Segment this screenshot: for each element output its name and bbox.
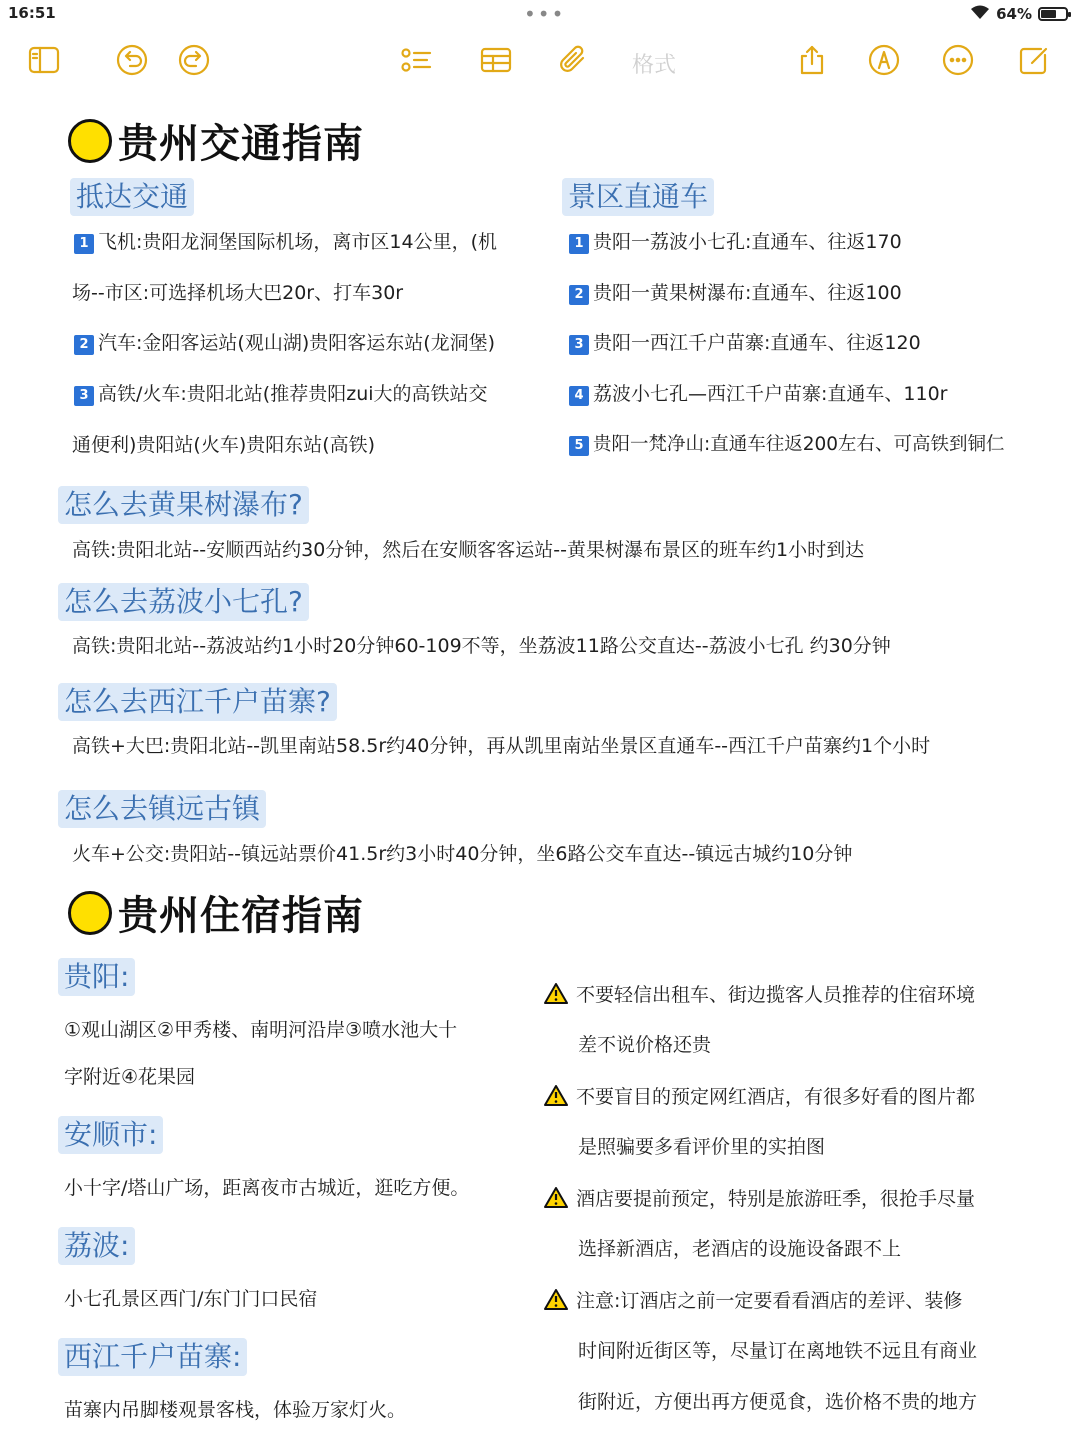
arrival-heading: 抵达交通 [70, 178, 194, 216]
route-answer: 高铁:贵阳北站--安顺西站约30分钟，然后在安顺客客运站--黄果树瀑布景区的班车约1小时到达 [72, 539, 865, 561]
number-badge: 3 [74, 386, 94, 406]
transport-title [68, 112, 364, 169]
route-answer: 火车+公交:贵阳站--镇远站票价41.5r约3小时40分钟，坐6路公交车直达--镇远古城约10分钟 [72, 843, 853, 865]
tip-line: 不要盲目的预定网红酒店，有很多好看的图片都 [544, 1084, 975, 1112]
warning-icon [544, 982, 568, 1010]
route-question: 怎么去镇远古镇 [58, 790, 266, 828]
area-line: 小十字/塔山广场，距离夜市古城近，逛吃方便。 [64, 1177, 470, 1199]
arrival-line: 1 飞机:贵阳龙洞堡国际机场，离市区14公里，(机 [74, 230, 497, 254]
route-question: 怎么去西江千户苗寨? [58, 683, 337, 721]
tip-line: 注意:订酒店之前一定要看看酒店的差评、装修 [544, 1288, 962, 1316]
area-heading: 贵阳: [58, 958, 135, 996]
route-question: 怎么去黄果树瀑布? [58, 486, 309, 524]
tip-line: 是照骗要多看评价里的实拍图 [578, 1136, 826, 1158]
shuttle-heading: 景区直通车 [562, 178, 714, 216]
lodging-title [68, 884, 364, 941]
number-badge: 3 [569, 335, 589, 355]
shuttle-line: 3 贵阳一西江千户苗寨:直通车、往返120 [569, 331, 921, 355]
share-icon[interactable] [794, 42, 830, 78]
status-bar [0, 0, 1080, 28]
status-indicators [970, 4, 1068, 24]
route-answer: 高铁+大巴:贵阳北站--凯里南站58.5r约40分钟，再从凯里南站坐景区直通车--西江千户苗寨约1个小时 [72, 735, 931, 757]
area-line: 苗寨内吊脚楼观景客栈，体验万家灯火。 [64, 1399, 407, 1421]
more-options-icon[interactable] [940, 42, 976, 78]
wifi-icon [970, 4, 990, 24]
area-line: ①观山湖区②甲秀楼、南明河沿岸③喷水池大十 [64, 1019, 458, 1041]
compose-icon[interactable] [1016, 42, 1052, 78]
tip-line: 街附近，方便出再方便觅食，选价格不贵的地方 [578, 1391, 978, 1413]
battery-level [1041, 10, 1056, 18]
notes-toolbar [0, 36, 1080, 84]
number-badge: 4 [569, 386, 589, 406]
checklist-icon[interactable] [398, 42, 434, 78]
arrival-line: 2 汽车:金阳客运站(观山湖)贵阳客运东站(龙洞堡) [74, 331, 495, 355]
undo-icon[interactable] [114, 42, 150, 78]
area-heading: 荔波: [58, 1227, 135, 1265]
shuttle-line: 2 贵阳一黄果树瀑布:直通车、往返100 [569, 281, 902, 305]
battery-icon [1038, 7, 1068, 21]
tip-line: 酒店要提前预定，特别是旅游旺季，很抢手尽量 [544, 1186, 975, 1214]
lodging-title-text: 贵州住宿指南 [118, 893, 364, 939]
tip-line: 时间附近街区等，尽量订在离地铁不远且有商业 [578, 1340, 978, 1362]
battery-percent: 64% [996, 5, 1032, 23]
redo-icon[interactable] [176, 42, 212, 78]
shuttle-line: 1 贵阳一荔波小七孔:直通车、往返170 [569, 230, 902, 254]
multitasking-dots[interactable]: ••• [524, 2, 566, 26]
area-heading: 安顺市: [58, 1116, 163, 1154]
number-badge: 2 [569, 285, 589, 305]
status-time: 16:51 [8, 4, 56, 22]
attachment-icon[interactable] [556, 42, 592, 78]
number-badge: 5 [569, 436, 589, 456]
yellow-circle-icon [68, 891, 112, 935]
arrival-line: 3 高铁/火车:贵阳北站(推荐贵阳zui大的高铁站交 [74, 382, 488, 406]
number-badge: 2 [74, 335, 94, 355]
format-button[interactable]: 格式 [632, 53, 677, 78]
markup-pen-icon[interactable] [866, 42, 902, 78]
number-badge: 1 [74, 234, 94, 254]
area-heading: 西江千户苗寨: [58, 1338, 247, 1376]
route-answer: 高铁:贵阳北站--荔波站约1小时20分钟60-109不等，坐荔波11路公交直达--荔波小七孔 约30分钟 [72, 635, 891, 657]
sidebar-toggle-icon[interactable] [26, 42, 62, 78]
warning-icon [544, 1186, 568, 1214]
table-icon[interactable] [478, 42, 514, 78]
yellow-circle-icon [68, 119, 112, 163]
shuttle-line: 4 荔波小七孔—西江千户苗寨:直通车、110r [569, 382, 947, 406]
arrival-line: 通便利)贵阳站(火车)贵阳东站(高铁) [72, 434, 376, 456]
route-question: 怎么去荔波小七孔? [58, 583, 309, 621]
tip-line: 不要轻信出租车、街边揽客人员推荐的住宿环境 [544, 982, 975, 1010]
transport-title-text: 贵州交通指南 [118, 121, 364, 167]
area-line: 小七孔景区西门/东门门口民宿 [64, 1288, 318, 1310]
number-badge: 1 [569, 234, 589, 254]
warning-icon [544, 1288, 568, 1316]
warning-icon [544, 1084, 568, 1112]
area-line: 字附近④花果园 [64, 1066, 196, 1088]
arrival-line: 场--市区:可选择机场大巴20r、打车30r [72, 282, 404, 304]
shuttle-line: 5 贵阳一梵净山:直通车往返200左右、可高铁到铜仁 [569, 433, 1005, 457]
tip-line: 选择新酒店，老酒店的设施设备跟不上 [578, 1238, 902, 1260]
tip-line: 差不说价格还贵 [578, 1034, 712, 1056]
